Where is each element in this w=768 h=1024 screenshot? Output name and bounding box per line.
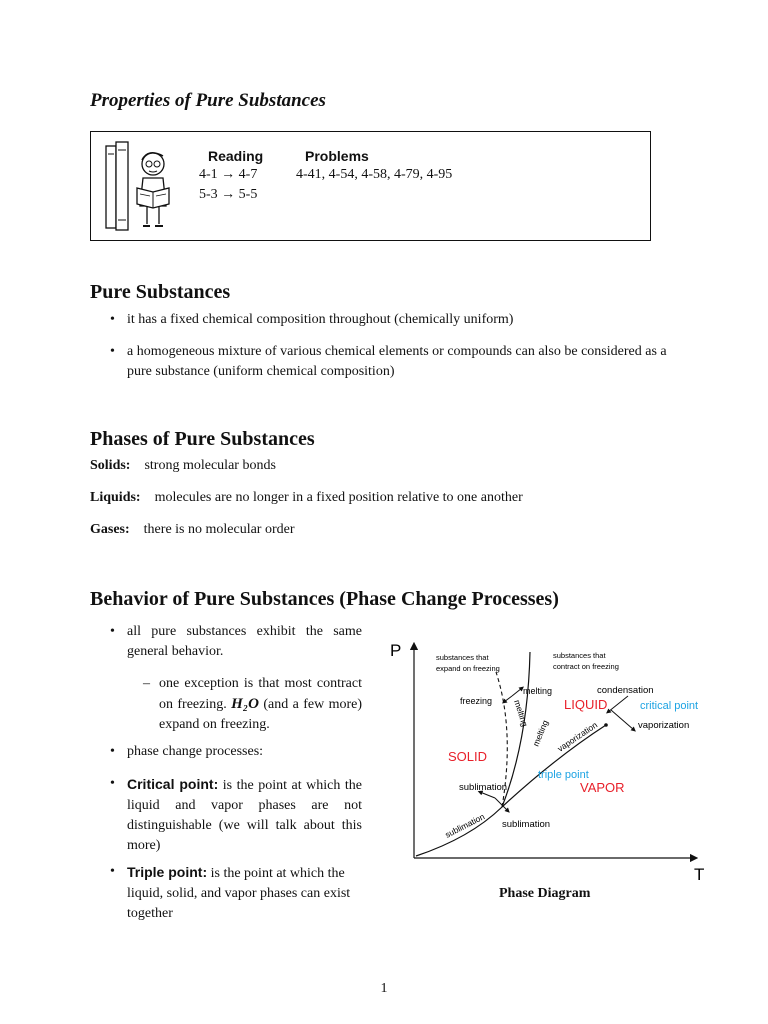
reading-header: Reading	[208, 148, 264, 164]
problems-header: Problems	[305, 148, 369, 164]
pure-substances-bullet-1: • it has a fixed chemical composition throughout (chemically uniform)	[110, 312, 514, 327]
behavior-sub-bullet-exception: – one exception is that most contract on freezing. H₂O (and a few more) expand on freezing.	[143, 676, 363, 732]
sublimation-lower-label: sublimation	[502, 819, 551, 830]
melting-dashed-label: melting	[512, 698, 531, 728]
phase-solids: Solids: strong molecular bonds	[90, 458, 276, 473]
expand-note-2: expand on freezing	[436, 664, 500, 673]
freezing-arrow	[504, 696, 512, 702]
liquid-label: LIQUID	[564, 697, 608, 712]
behavior-bullet-triple: • Triple point: is the point at which the liquid, solid, and vapor phases can exist together	[110, 864, 351, 921]
student-reading-illustration	[103, 140, 193, 235]
solid-label: SOLID	[448, 749, 488, 764]
reading-row-1: 4-1 → 4-7	[199, 167, 258, 182]
behavior-bullet-general: • all pure substances exhibit the same general behavior.	[110, 624, 362, 659]
melting-top-label: melting	[523, 686, 553, 696]
contract-note-1: substances that	[553, 651, 606, 660]
melting-solid-label: melting	[530, 718, 551, 748]
phases-heading: Phases of Pure Substances	[90, 428, 315, 450]
critical-point-label: critical point	[640, 700, 699, 712]
axis-t-label: T	[694, 865, 705, 884]
melting-arrow	[512, 688, 522, 696]
problems-row-1: 4-41, 4-54, 4-58, 4-79, 4-95	[296, 167, 453, 182]
behavior-bullet-critical: • Critical point: is the point at which the liquid and vapor phases are not distinguishable (we will talk about this more)	[110, 776, 362, 853]
phase-diagram-caption: Phase Diagram	[499, 886, 591, 901]
phase-diagram	[380, 630, 710, 920]
freezing-label: freezing	[460, 696, 493, 706]
axis-p-label: P	[390, 641, 402, 660]
condensation-label: condensation	[597, 685, 654, 696]
contract-note-2: contract on freezing	[553, 662, 619, 671]
vaporization-curve-label: vaporization	[555, 719, 600, 754]
critical-point-dot	[604, 723, 608, 727]
pure-substances-heading: Pure Substances	[90, 281, 231, 303]
vaporization-right-label: vaporization	[638, 720, 690, 731]
phase-gases: Gases: there is no molecular order	[90, 522, 295, 537]
sublimation-curve-label: sublimation	[443, 811, 487, 840]
condensation-arrow	[608, 696, 628, 712]
triple-point-label: triple point	[538, 769, 589, 781]
reading-problems-box	[90, 131, 651, 241]
behavior-heading: Behavior of Pure Substances (Phase Change Processes)	[90, 588, 559, 610]
behavior-bullet-processes: • phase change processes:	[110, 744, 264, 759]
document-title: Properties of Pure Substances	[90, 90, 326, 111]
expand-note-1: substances that	[436, 653, 489, 662]
sublimation-down-arrow	[495, 798, 508, 811]
sublimation-upper-label: sublimation	[459, 782, 508, 793]
vaporization-arrow	[611, 710, 634, 730]
phase-liquids: Liquids: molecules are no longer in a fixed position relative to one another	[90, 490, 523, 505]
vapor-label: VAPOR	[580, 780, 625, 795]
page-number: 1	[380, 981, 388, 996]
h2o-formula: H₂O	[231, 696, 259, 712]
pure-substances-bullet-2: • a homogeneous mixture of various chemical elements or compounds can also be considered as a pure substance (uniform chemical composition)	[110, 344, 667, 379]
reading-row-2: 5-3 → 5-5	[199, 187, 258, 202]
